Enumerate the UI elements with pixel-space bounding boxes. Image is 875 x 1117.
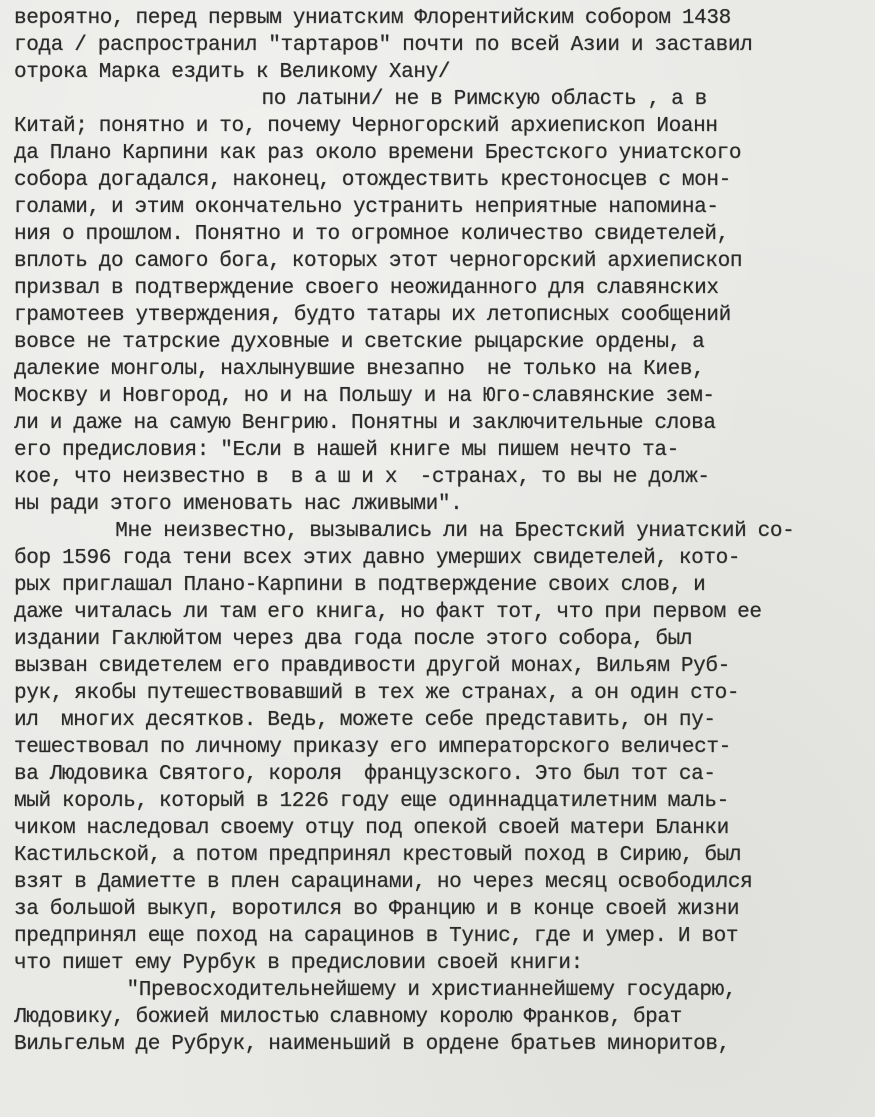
text-line: ния о прошлом. Понятно и то огромное количество свидетелей, [14, 223, 729, 246]
text-line: издании Гаклюйтом через два года после этого собора, был [14, 628, 693, 651]
text-line: взят в Дамиетте в плен сарацинами, но через месяц освободился [14, 871, 753, 894]
text-line: рук, якобы путешествовавший в тех же странах, а он один сто- [14, 682, 740, 705]
text-line: рых приглашал Плано-Карпини в подтверждение своих слов, и [14, 574, 706, 597]
text-line: призвал в подтверждение своего неожиданного для славянских [14, 277, 719, 300]
text-line: Мне неизвестно, вызывались ли на Брестский униатский со- [14, 520, 795, 543]
text-line: чиком наследовал своему отцу под опекой своей матери Бланки [14, 817, 729, 840]
text-line: даже читалась ли там его книга, но факт тот, что при первом ее [14, 601, 762, 624]
typewritten-text-body [14, 5, 864, 1058]
text-line: года / распространил "тартаров" почти по всей Азии и заставил [14, 34, 753, 57]
text-line: ва Людовика Святого, короля французского. Это был тот са- [14, 763, 716, 786]
text-line: вовсе не татрские духовные и светские рыцарские ордены, а [14, 331, 705, 354]
text-line: за большой выкуп, воротился во Францию и в конце своей жизни [14, 898, 740, 921]
text-line: мый король, который в 1226 году еще одиннадцатилетним маль- [14, 790, 729, 813]
text-line: далекие монголы, нахлынувшие внезапно не только на Киев, [14, 358, 705, 381]
text-line: да Плано Карпини как раз около времени Брестского униатского [14, 142, 742, 165]
text-line: собора догадался, наконец, отождествить крестоносцев с мон- [14, 169, 731, 192]
text-line: Китай; понятно и то, почему Черногорский архиепископ Иоанн [14, 115, 718, 138]
text-line: отрока Марка ездить к Великому Хану/ [14, 61, 451, 84]
text-line: Вильгельм де Рубрук, наименьший в ордене братьев миноритов, [14, 1033, 730, 1056]
text-line: по латыни/ не в Римскую область , а в [14, 88, 707, 111]
text-line: вероятно, перед первым униатским Флорентийским собором 1438 [14, 7, 731, 30]
text-line: кое, что неизвестно в в а ш и х -странах, то вы не долж- [14, 466, 710, 489]
text-line: ны ради этого именовать нас лживыми". [14, 493, 463, 516]
text-line: что пишет ему Рурбук в предисловии своей книги: [14, 952, 583, 975]
text-line: вплоть до самого бога, которых этот черногорский архиепископ [14, 250, 743, 273]
text-line: Москву и Новгород, но и на Польшу и на Юго-славянские зем- [14, 385, 715, 408]
text-line: грамотеев утверждения, будто татары их летописных сообщений [14, 304, 731, 327]
text-line: тешествовал по личному приказу его императорского величест- [14, 736, 731, 759]
text-line: вызван свидетелем его правдивости другой монах, Вильям Руб- [14, 655, 730, 678]
text-line: голами, и этим окончательно устранить неприятные напомина- [14, 196, 719, 219]
text-line: бор 1596 года тени всех этих давно умерших свидетелей, кото- [14, 547, 741, 570]
text-line: ли и даже на самую Венгрию. Понятны и заключительные слова [14, 412, 716, 435]
text-line: "Превосходительнейшему и христианнейшему государю, [14, 979, 737, 1002]
text-line: Кастильской, а потом предпринял крестовый поход в Сирию, был [14, 844, 742, 867]
text-line: ил многих десятков. Ведь, можете себе представить, он пу- [14, 709, 716, 732]
text-line: Людовику, божией милостью славному королю Франков, брат [14, 1006, 682, 1029]
text-line: его предисловия: "Если в нашей книге мы пишем нечто та- [14, 439, 679, 462]
text-line: предпринял еще поход на сарацинов в Тунис, где и умер. И вот [14, 925, 739, 948]
